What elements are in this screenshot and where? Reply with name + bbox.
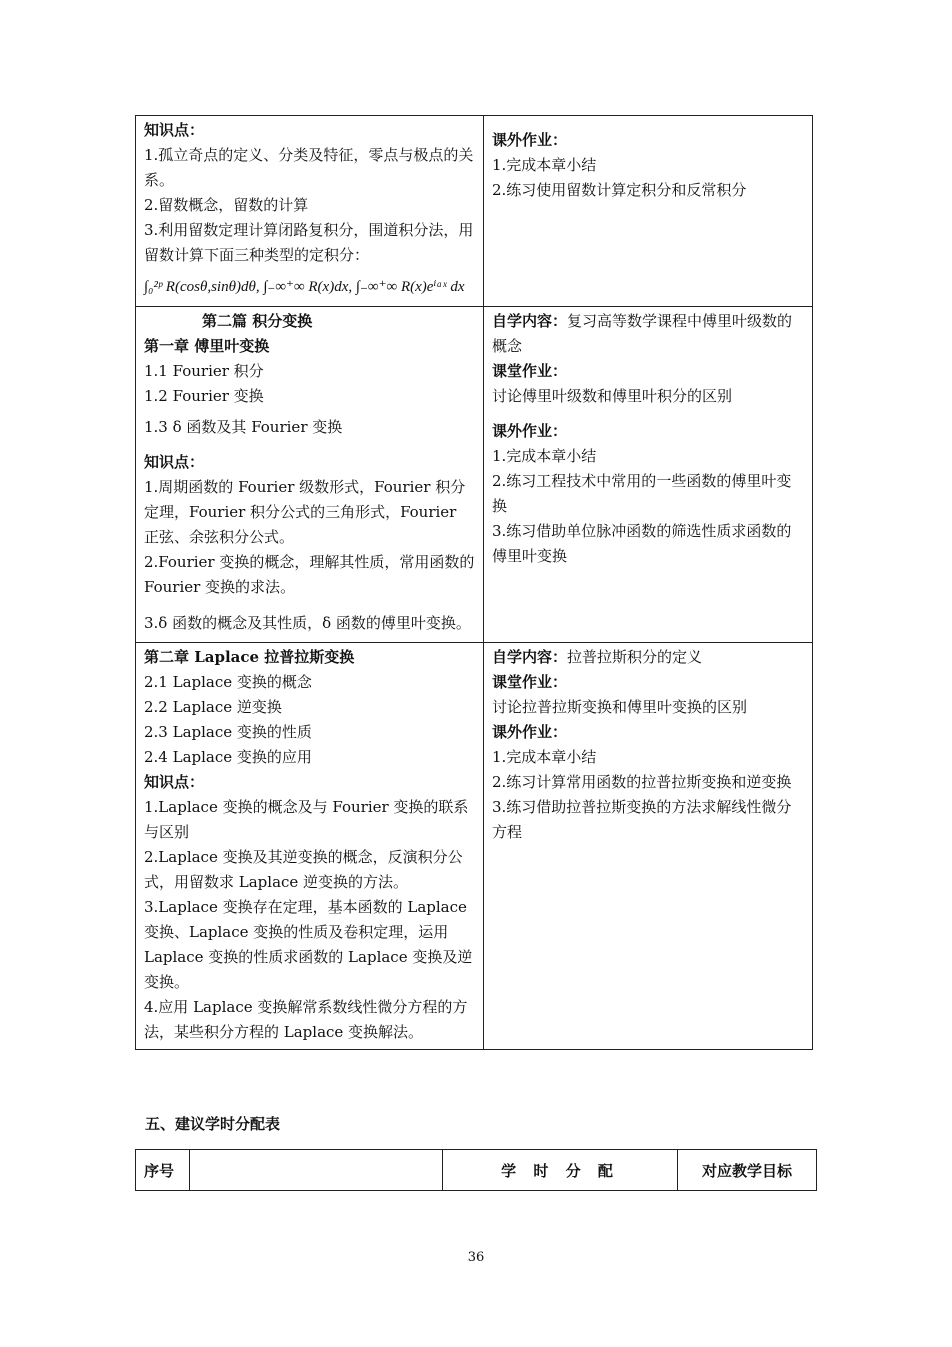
section-item: 1.1 Fourier 积分 — [144, 362, 264, 380]
section-item: 2.3 Laplace 变换的性质 — [144, 723, 312, 741]
section-item: 2.4 Laplace 变换的应用 — [144, 748, 312, 766]
hours-allocation-table — [135, 1149, 817, 1191]
self-study-text: 复习高等数学课程中傅里叶级数的概念 — [492, 312, 793, 355]
table-row — [136, 643, 813, 1050]
homework-heading: 课外作业： — [492, 723, 568, 741]
knowledge-point: 2.Fourier 变换的概念，理解其性质，常用函数的 Fourier 变换的求法。 — [144, 553, 475, 596]
knowledge-points-heading: 知识点： — [144, 121, 205, 139]
assignment-cell — [484, 307, 813, 643]
classwork-text: 讨论傅里叶级数和傅里叶积分的区别 — [492, 387, 733, 405]
homework-item: 1.完成本章小结 — [492, 748, 597, 766]
header-teaching-goal: 对应教学目标 — [678, 1150, 817, 1191]
table-row — [136, 116, 813, 307]
knowledge-point: 3.δ 函数的概念及其性质，δ 函数的傅里叶变换。 — [144, 614, 471, 632]
header-blank — [190, 1150, 443, 1191]
classwork-heading: 课堂作业： — [492, 673, 568, 691]
header-serial-number: 序号 — [136, 1150, 190, 1191]
section-item: 1.3 δ 函数及其 Fourier 变换 — [144, 418, 343, 436]
section-item: 1.2 Fourier 变换 — [144, 387, 264, 405]
knowledge-point: 1.周期函数的 Fourier 级数形式，Fourier 积分定理，Fourier 积分公式的三角形式，Fourier 正弦、余弦积分公式。 — [144, 478, 466, 546]
part-title: 第二篇 积分变换 — [202, 312, 313, 330]
homework-item: 1.完成本章小结 — [492, 447, 597, 465]
assignment-cell — [484, 643, 813, 1050]
self-study-label: 自学内容： — [492, 648, 568, 666]
homework-item: 2.练习工程技术中常用的一些函数的傅里叶变换 — [492, 472, 792, 515]
knowledge-points-heading: 知识点： — [144, 453, 205, 471]
knowledge-point: 1.Laplace 变换的概念及与 Fourier 变换的联系与区别 — [144, 798, 469, 841]
self-study-text: 拉普拉斯积分的定义 — [567, 648, 703, 666]
assignment-cell — [484, 116, 813, 307]
homework-item: 3.练习借助单位脉冲函数的筛选性质求函数的傅里叶变换 — [492, 522, 792, 565]
header-hours-allocation: 学 时 分 配 — [443, 1150, 678, 1191]
section-item: 2.1 Laplace 变换的概念 — [144, 673, 312, 691]
knowledge-point: 1.孤立奇点的定义、分类及特征，零点与极点的关系。 — [144, 146, 474, 189]
homework-heading: 课外作业： — [492, 422, 568, 440]
chapter-title: 第二章 Laplace 拉普拉斯变换 — [144, 648, 355, 666]
homework-item: 3.练习借助拉普拉斯变换的方法求解线性微分方程 — [492, 798, 792, 841]
table-row — [136, 307, 813, 643]
integral-formula: ∫₀²ᵖ R(cosθ,sinθ)dθ, ∫₋∞⁺∞ R(x)dx, ∫₋∞⁺∞ R(x)eⁱᵃˣ dx — [144, 279, 465, 295]
homework-heading: 课外作业： — [492, 131, 568, 149]
section-title: 五、建议学时分配表 — [145, 1115, 281, 1133]
chapter-title: 第一章 傅里叶变换 — [144, 337, 270, 355]
chapter-content-cell — [136, 643, 484, 1050]
knowledge-point: 3.利用留数定理计算闭路复积分，围道积分法，用留数计算下面三种类型的定积分： — [144, 221, 474, 264]
table-header-row — [136, 1150, 817, 1191]
knowledge-point: 2.留数概念，留数的计算 — [144, 196, 309, 214]
section-item: 2.2 Laplace 逆变换 — [144, 698, 282, 716]
course-content-table — [135, 115, 813, 1050]
homework-item: 2.练习使用留数计算定积分和反常积分 — [492, 181, 747, 199]
knowledge-point: 3.Laplace 变换存在定理，基本函数的 Laplace 变换、Laplace 变换的性质及卷积定理，运用 Laplace 变换的性质求函数的 Laplace 变换及逆变换。 — [144, 898, 473, 991]
page-number: 36 — [467, 1250, 485, 1265]
knowledge-points-heading: 知识点： — [144, 773, 205, 791]
classwork-text: 讨论拉普拉斯变换和傅里叶变换的区别 — [492, 698, 748, 716]
knowledge-point: 4.应用 Laplace 变换解常系数线性微分方程的方法，某些积分方程的 Laplace 变换解法。 — [144, 998, 468, 1041]
knowledge-point: 2.Laplace 变换及其逆变换的概念，反演积分公式，用留数求 Laplace 逆变换的方法。 — [144, 848, 463, 891]
chapter-content-cell — [136, 307, 484, 643]
homework-item: 2.练习计算常用函数的拉普拉斯变换和逆变换 — [492, 773, 792, 791]
homework-item: 1.完成本章小结 — [492, 156, 597, 174]
self-study-label: 自学内容： — [492, 312, 568, 330]
classwork-heading: 课堂作业： — [492, 362, 568, 380]
chapter-content-cell — [136, 116, 484, 307]
